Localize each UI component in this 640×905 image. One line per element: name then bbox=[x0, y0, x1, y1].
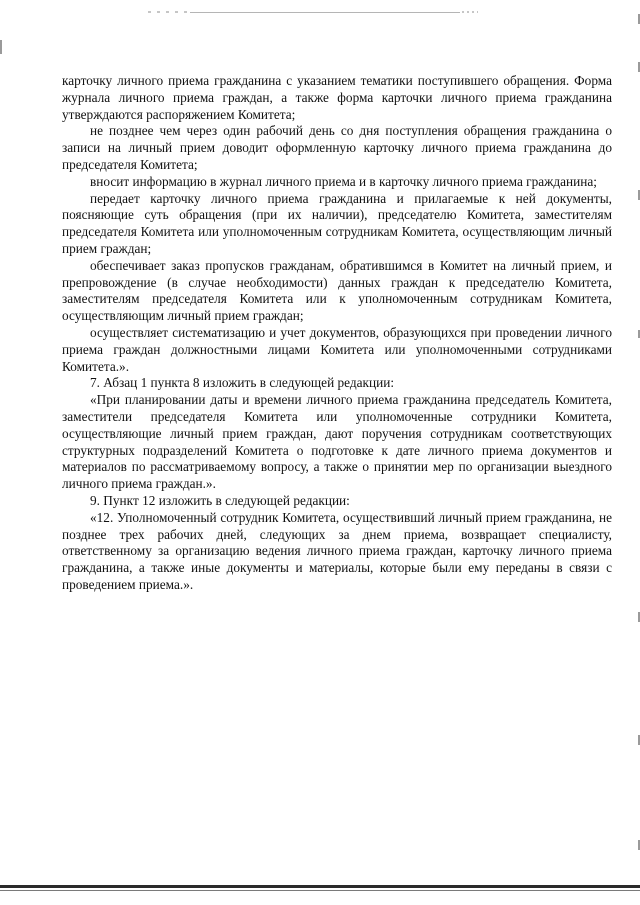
scan-margin-mark-left bbox=[0, 40, 2, 54]
paragraph: не позднее чем через один рабочий день со дня поступления обращения гражданина о записи на личный прием доводит оформленную карточку личного приема гражданина до председателя Комитета; bbox=[62, 123, 612, 172]
paragraph: карточку личного приема гражданина с указанием тематики поступившего обращения. Форма журнала личного приема граждан, а также форма карточки личного приема гражданина утверждаются распоряжением Комитета; bbox=[62, 73, 612, 122]
paragraph: осуществляет систематизацию и учет документов, образующихся при проведении личного приема граждан должностными лицами Комитета или уполномоченными сотрудниками Комитета.». bbox=[62, 324, 612, 374]
paragraph: «При планировании даты и времени личного приема гражданина председатель Комитета, заместители председателя Комитета или уполномоченные сотрудники Комитета, осуществляющие личный прием граждан, дают поручения сотрудникам соответствующих структурных подразделений Комитета о подготовке к дате личного приема документов и материалов по рассматриваемому вопросу, а также о принятии мер по организации выездного личного приема граждан.». bbox=[62, 392, 612, 492]
paragraph: «12. Уполномоченный сотрудник Комитета, осуществивший личный прием гражданина, не позднее трех рабочих дней, следующих за днем приема, возвращает специалисту, ответственному за организацию ведения личного приема граждан, карточку личного приема гражданина, а также иные документы и материалы, которые были ему переданы в связи с проведением приема.». bbox=[62, 509, 612, 592]
scan-artifact-top-right bbox=[462, 11, 478, 13]
paragraph: обеспечивает заказ пропусков гражданам, обратившимся в Комитет на личный прием, и препровождение (в случае необходимости) данных граждан к председателю Комитета, заместителям председателя Комитета или к уполномоченным сотрудникам Комитета, осуществляющим личный прием граждан; bbox=[62, 257, 612, 324]
scan-artifact-bottom-rule-thin bbox=[0, 890, 640, 891]
paragraph: вносит информацию в журнал личного приема и в карточку личного приема гражданина; bbox=[90, 173, 597, 189]
scan-artifact-top-left bbox=[148, 11, 188, 13]
document-body bbox=[62, 73, 612, 594]
scan-artifact-bottom-rule bbox=[0, 885, 640, 888]
section-heading: 7. Абзац 1 пункта 8 изложить в следующей редакции: bbox=[90, 375, 395, 391]
section-heading: 9. Пункт 12 изложить в следующей редакции: bbox=[90, 492, 350, 508]
paragraph: передает карточку личного приема гражданина и прилагаемые к ней документы, поясняющие суть обращения (при их наличии), председателю Комитета, заместителям председателя Комитета или уполномоченным сотрудникам Комитета, осуществляющим личный прием граждан; bbox=[62, 190, 612, 256]
scan-artifact-top-rule bbox=[190, 12, 460, 13]
